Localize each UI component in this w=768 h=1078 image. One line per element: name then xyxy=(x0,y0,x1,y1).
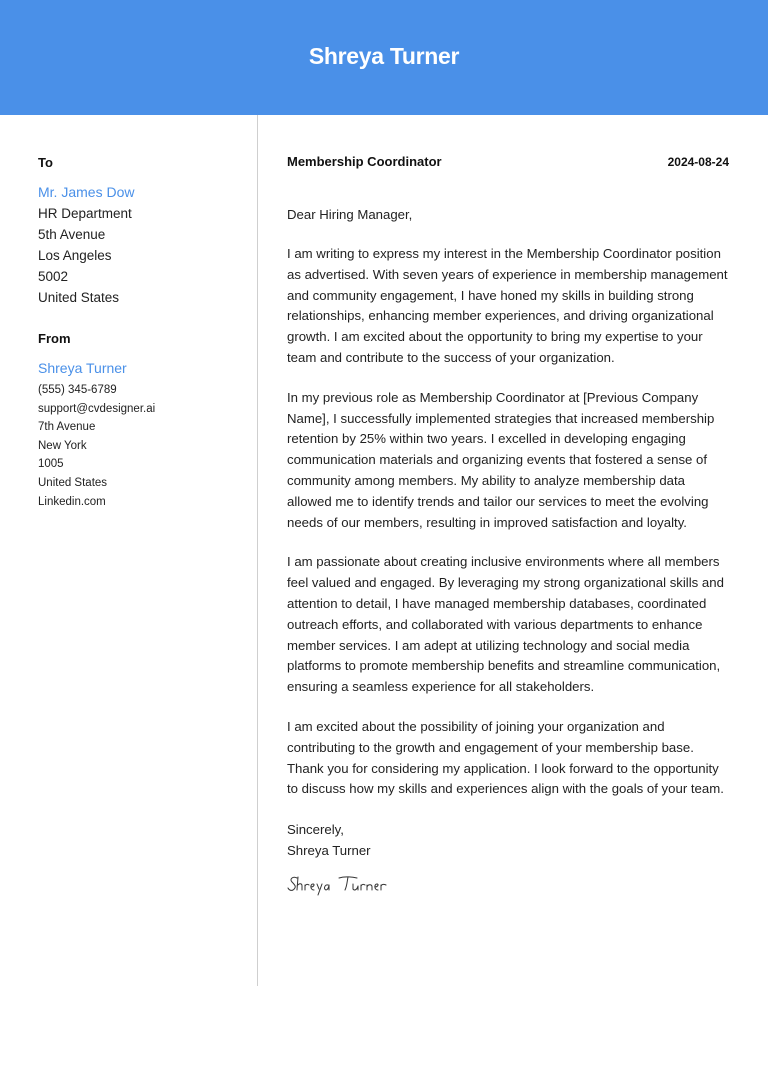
paragraph: I am passionate about creating inclusive environments where all members feel valued and engaged. By leveraging my strong organizational skills and attention to detail, I have managed membership databases, coordinated outreach efforts, and collaborated with various departments to enhance member services. I am adept at utilizing technology and social media platforms to promote membership benefits and streamline communication, ensuring a seamless experience for all stakeholders. xyxy=(287,554,724,695)
sender-email: support@cvdesigner.ai xyxy=(38,402,156,415)
sender-linkedin: Linkedin.com xyxy=(38,495,106,508)
paragraph: I am excited about the possibility of joining your organization and contributing to the growth and engagement of your membership base. Thank you for considering my application. I look forward to the opportunity to discuss how my skills and experiences align with the goals of your team. xyxy=(287,718,724,797)
sender-contact xyxy=(38,381,248,511)
recipient-label: To xyxy=(38,155,53,170)
column-divider xyxy=(257,115,258,986)
paragraph: In my previous role as Membership Coordinator at [Previous Company Name], I successfully implemented strategies that increased membership retention by 25% within two years. I excelled in developing engaging communication materials and organizing events that fostered a sense of community among members. My ability to analyze membership data allowed me to identify trends and tailor our services to meet the evolving needs of our members, resulting in improved satisfaction and loyalty. xyxy=(287,389,715,530)
signoff-name: Shreya Turner xyxy=(287,843,371,859)
recipient-line: Los Angeles xyxy=(38,248,112,263)
signature-image xyxy=(287,873,407,897)
recipient-name: Mr. James Dow xyxy=(38,184,135,200)
salutation: Dear Hiring Manager, xyxy=(287,207,413,222)
letter-date: 2024-08-24 xyxy=(667,155,729,169)
letter-body xyxy=(287,154,729,897)
recipient-line: HR Department xyxy=(38,206,132,221)
recipient-line: United States xyxy=(38,290,120,305)
sidebar xyxy=(38,154,248,511)
sender-city: New York xyxy=(38,439,87,452)
sender-country: United States xyxy=(38,476,108,489)
closing-block xyxy=(287,819,729,861)
sender-street: 7th Avenue xyxy=(38,421,96,434)
letter-title-row xyxy=(287,154,729,172)
recipient-line: 5th Avenue xyxy=(38,227,106,242)
sender-zip: 1005 xyxy=(38,458,64,471)
header-name: Shreya Turner xyxy=(308,43,460,69)
sender-label: From xyxy=(38,331,71,346)
handwritten-signature xyxy=(287,873,729,897)
sender-phone: (555) 345-6789 xyxy=(38,384,117,396)
sender-name: Shreya Turner xyxy=(38,360,127,376)
header-banner xyxy=(0,0,768,115)
recipient-line: 5002 xyxy=(38,269,69,284)
paragraph: I am writing to express my interest in the Membership Coordinator position as advertised. With seven years of experience in membership management and community engagement, I have honed my skills in building strong relationships, enhancing member experiences, and driving organizational growth. I am excited about the opportunity to bring my expertise to your team and contribute to the success of your organization. xyxy=(287,246,728,365)
closing-phrase: Sincerely, xyxy=(287,822,344,838)
recipient-address xyxy=(38,203,248,308)
job-title: Membership Coordinator xyxy=(287,154,442,169)
